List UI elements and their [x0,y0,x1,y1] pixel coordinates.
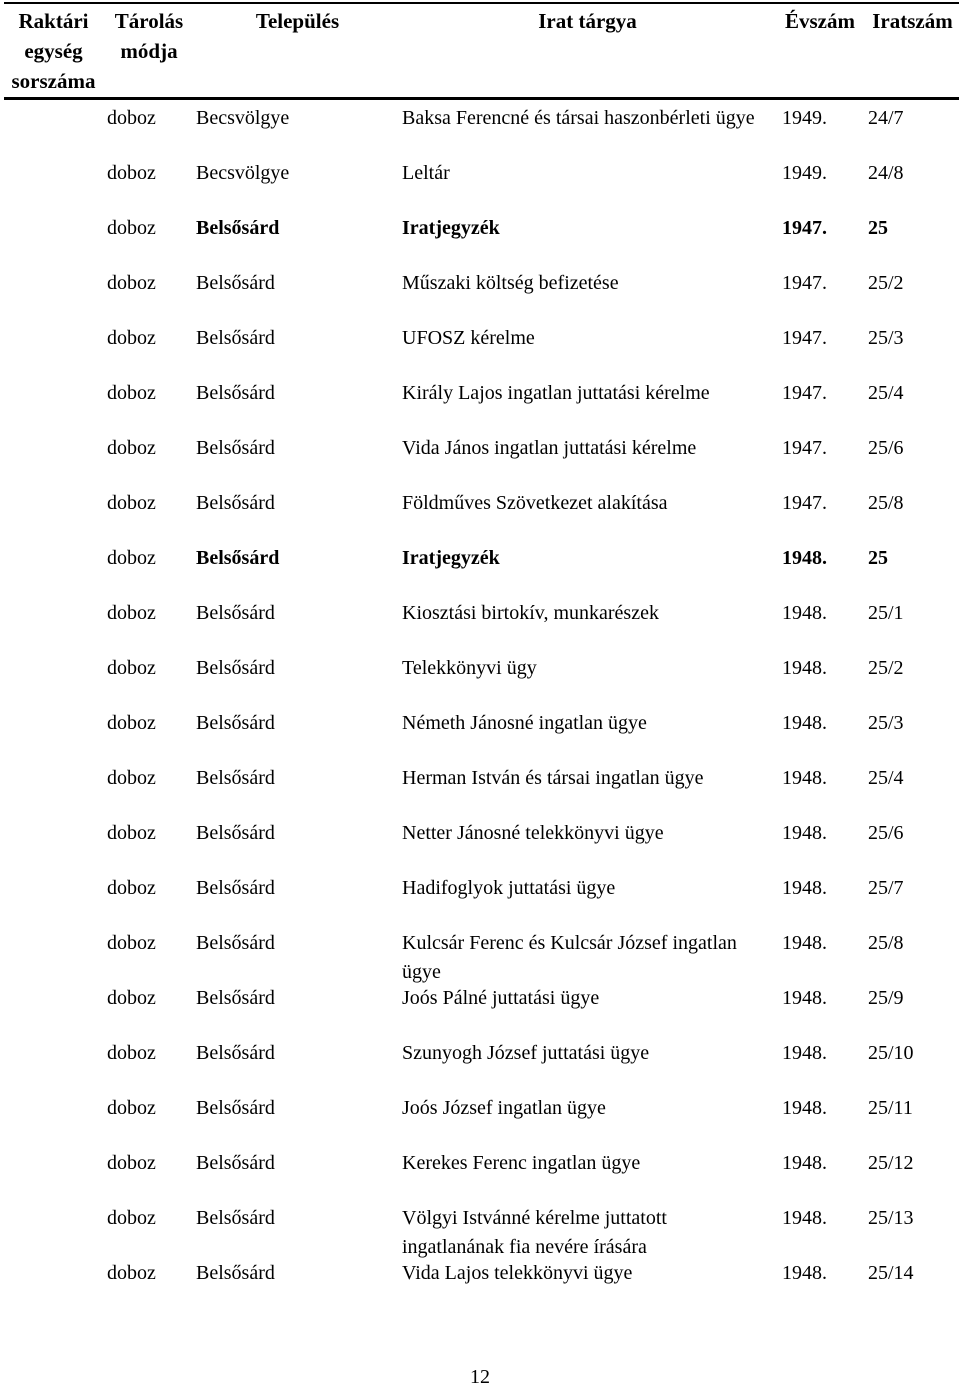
cell-evszam: 1948. [782,1097,827,1119]
header-tarolas-modja: Tárolás módja [114,9,184,63]
cell-telepules: Belsősárd [196,877,275,899]
cell-evszam: 1948. [782,822,827,844]
cell-telepules: Becsvölgye [196,162,290,184]
cell-irat-targya: Völgyi Istvánné kérelme juttatott ingatlanának fia nevére írására [402,1207,667,1258]
cell-evszam: 1948. [782,602,827,624]
cell-irat-targya: Földműves Szövetkezet alakítása [402,492,668,514]
cell-irat-targya: Leltár [402,162,450,184]
cell-evszam: 1948. [782,657,827,679]
cell-iratszam: 25/8 [868,492,904,514]
cell-telepules: Belsősárd [196,492,275,514]
cell-irat-targya: Szunyogh József juttatási ügye [402,1042,650,1064]
page-number: 12 [470,1366,490,1388]
cell-irat-targya: Iratjegyzék [402,547,500,569]
cell-telepules: Belsősárd [196,382,275,404]
cell-telepules: Belsősárd [196,272,275,294]
cell-telepules: Belsősárd [196,547,280,569]
cell-iratszam: 25/10 [868,1042,914,1064]
cell-tarolas: doboz [107,162,156,184]
cell-tarolas: doboz [107,822,156,844]
cell-telepules: Becsvölgye [196,107,290,129]
cell-irat-targya: Kiosztási birtokív, munkarészek [402,602,659,624]
cell-tarolas: doboz [107,1207,156,1229]
cell-irat-targya: Vida János ingatlan juttatási kérelme [402,437,697,459]
cell-evszam: 1948. [782,767,827,789]
cell-iratszam: 25/3 [868,327,904,349]
cell-iratszam: 25/14 [868,1262,914,1284]
cell-telepules: Belsősárd [196,767,275,789]
table-top-rule [4,2,959,4]
cell-evszam: 1948. [782,877,827,899]
cell-irat-targya: Netter Jánosné telekkönyvi ügye [402,822,664,844]
cell-tarolas: doboz [107,217,156,239]
cell-irat-targya: Telekkönyvi ügy [402,657,537,679]
table-row [0,1094,960,1149]
cell-evszam: 1948. [782,1042,827,1064]
header-evszam: Évszám [785,9,855,33]
cell-tarolas: doboz [107,767,156,789]
table-row [0,104,960,159]
cell-telepules: Belsősárd [196,822,275,844]
cell-irat-targya: Hadifoglyok juttatási ügye [402,877,616,899]
cell-irat-targya: Kulcsár Ferenc és Kulcsár József ingatlan ügye [402,932,737,983]
cell-evszam: 1948. [782,987,827,1009]
cell-tarolas: doboz [107,602,156,624]
cell-telepules: Belsősárd [196,932,275,954]
cell-iratszam: 25/4 [868,767,904,789]
cell-telepules: Belsősárd [196,437,275,459]
cell-telepules: Belsősárd [196,1207,275,1229]
header-telepules: Település [255,9,340,33]
cell-evszam: 1947. [782,382,827,404]
cell-evszam: 1947. [782,327,827,349]
cell-irat-targya: Műszaki költség befizetése [402,272,619,294]
cell-evszam: 1948. [782,1207,827,1229]
cell-evszam: 1948. [782,547,827,569]
cell-tarolas: doboz [107,547,156,569]
table-row [0,489,960,544]
table-row [0,709,960,764]
cell-tarolas: doboz [107,932,156,954]
cell-irat-targya: Kerekes Ferenc ingatlan ügye [402,1152,641,1174]
cell-tarolas: doboz [107,382,156,404]
cell-evszam: 1949. [782,107,827,129]
cell-evszam: 1949. [782,162,827,184]
cell-evszam: 1948. [782,712,827,734]
cell-telepules: Belsősárd [196,712,275,734]
cell-tarolas: doboz [107,107,156,129]
cell-tarolas: doboz [107,437,156,459]
cell-telepules: Belsősárd [196,657,275,679]
cell-evszam: 1947. [782,217,827,239]
cell-tarolas: doboz [107,1042,156,1064]
header-iratszam: Iratszám [872,9,953,33]
cell-telepules: Belsősárd [196,1097,275,1119]
table-row [0,269,960,324]
table-row [0,984,960,1039]
cell-tarolas: doboz [107,492,156,514]
cell-irat-targya: Király Lajos ingatlan juttatási kérelme [402,382,710,404]
table-row [0,929,960,984]
table-row [0,434,960,489]
cell-telepules: Belsősárd [196,327,275,349]
cell-irat-targya: Joós József ingatlan ügye [402,1097,606,1119]
cell-iratszam: 25/6 [868,822,904,844]
table-row [0,214,960,269]
cell-telepules: Belsősárd [196,1042,275,1064]
cell-iratszam: 25/9 [868,987,904,1009]
cell-irat-targya: UFOSZ kérelme [402,327,535,349]
cell-iratszam: 25 [868,547,888,569]
cell-tarolas: doboz [107,1262,156,1284]
table-row [0,324,960,379]
cell-iratszam: 25/2 [868,272,904,294]
cell-telepules: Belsősárd [196,1262,275,1284]
cell-evszam: 1948. [782,1262,827,1284]
table-row [0,1259,960,1314]
header-bottom-rule [4,97,959,100]
cell-iratszam: 25/1 [868,602,904,624]
cell-telepules: Belsősárd [196,602,275,624]
cell-evszam: 1948. [782,1152,827,1174]
cell-tarolas: doboz [107,272,156,294]
cell-iratszam: 25/2 [868,657,904,679]
cell-irat-targya: Iratjegyzék [402,217,500,239]
cell-irat-targya: Németh Jánosné ingatlan ügye [402,712,647,734]
cell-tarolas: doboz [107,987,156,1009]
table-row [0,819,960,874]
cell-iratszam: 25/7 [868,877,904,899]
cell-iratszam: 24/8 [868,162,904,184]
cell-tarolas: doboz [107,1152,156,1174]
header-raktari-egyseg-sorszama: Raktári egység sorszáma [11,9,96,93]
cell-evszam: 1947. [782,437,827,459]
table-row [0,874,960,929]
cell-telepules: Belsősárd [196,1152,275,1174]
cell-iratszam: 25/13 [868,1207,914,1229]
cell-evszam: 1948. [782,932,827,954]
cell-iratszam: 24/7 [868,107,904,129]
cell-iratszam: 25/12 [868,1152,914,1174]
header-irat-targya: Irat tárgya [538,9,637,33]
table-row [0,764,960,819]
table-row [0,599,960,654]
cell-tarolas: doboz [107,327,156,349]
cell-iratszam: 25/8 [868,932,904,954]
table-row [0,1204,960,1259]
cell-iratszam: 25/4 [868,382,904,404]
table-row [0,544,960,599]
cell-iratszam: 25/3 [868,712,904,734]
cell-irat-targya: Vida Lajos telekkönyvi ügye [402,1262,633,1284]
cell-irat-targya: Herman István és társai ingatlan ügye [402,767,704,789]
cell-iratszam: 25 [868,217,888,239]
cell-tarolas: doboz [107,1097,156,1119]
table-row [0,1039,960,1094]
cell-tarolas: doboz [107,712,156,734]
table-row [0,379,960,434]
cell-evszam: 1947. [782,492,827,514]
table-row [0,159,960,214]
cell-iratszam: 25/11 [868,1097,913,1119]
cell-irat-targya: Joós Pálné juttatási ügye [402,987,600,1009]
cell-tarolas: doboz [107,657,156,679]
cell-iratszam: 25/6 [868,437,904,459]
cell-tarolas: doboz [107,877,156,899]
cell-telepules: Belsősárd [196,217,280,239]
table-row [0,654,960,709]
cell-telepules: Belsősárd [196,987,275,1009]
cell-irat-targya: Baksa Ferencné és társai haszonbérleti ügye [402,107,755,129]
table-row [0,1149,960,1204]
cell-evszam: 1947. [782,272,827,294]
